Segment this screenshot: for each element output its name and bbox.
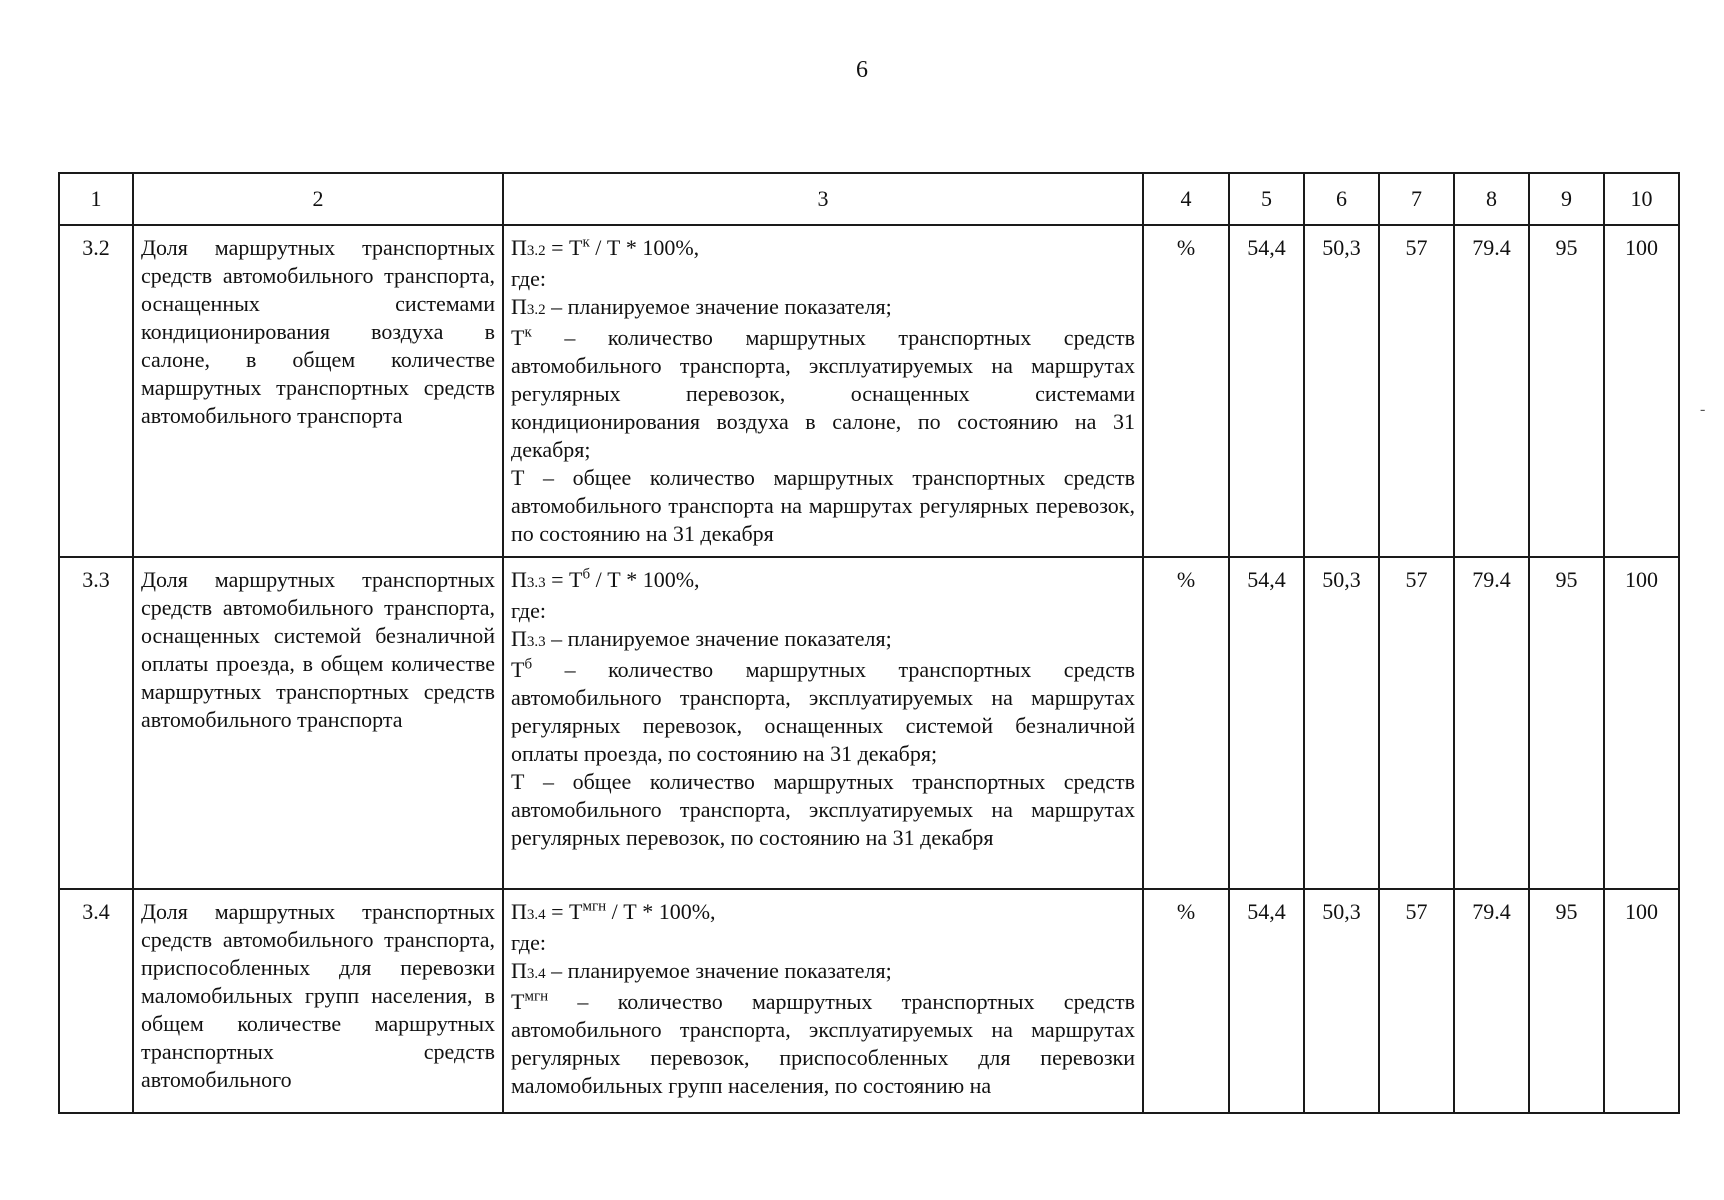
col-header-3: 3 — [503, 173, 1143, 225]
symbol-p-text: – планируемое значение показателя; — [545, 958, 892, 983]
formula-rest: / Т * 100%, — [589, 235, 700, 260]
symbol-p: П — [511, 294, 527, 319]
formula-p-description — [511, 625, 1135, 656]
formula-subscript: 3.2 — [526, 243, 546, 259]
col-header-7: 7 — [1379, 173, 1454, 225]
formula-equals: = Т — [545, 235, 583, 260]
formula-superscript: к — [582, 234, 590, 251]
formula-subscript: 3.4 — [526, 907, 546, 923]
indicator-formula — [503, 889, 1143, 1113]
formula-subscript: 3.3 — [526, 575, 546, 591]
formula-where: где: — [511, 930, 546, 955]
value-cell: 50,3 — [1304, 557, 1379, 889]
formula-rest: / Т * 100%, — [590, 567, 700, 592]
col-header-10: 10 — [1604, 173, 1679, 225]
value-cell: 50,3 — [1304, 889, 1379, 1113]
unit-cell: % — [1143, 225, 1229, 557]
formula-t-description: $Т^б$ – количество маршрутных транспортных средств автомобильного транспорта, эксплуатируемых на маршрутах регулярных перевозок, оснащенных системой безналичной оплаты проезда, по состоянию на 31 декабря; — [511, 656, 1135, 766]
value-cell: 95 — [1529, 557, 1604, 889]
col-header-4: 4 — [1143, 173, 1229, 225]
symbol-p-subscript: 3.2 — [526, 302, 546, 318]
formula-symbol-p: П — [511, 567, 527, 592]
symbol-t-superscript: мгн — [524, 988, 549, 1005]
formula-expression — [511, 566, 1135, 597]
formula-t-description: $Т^{мгн}$ – количество маршрутных транспортных средств автомобильного транспорта, эксплуатируемых на маршрутах регулярных перевозок, приспособленных для перевозки маломобильных групп населения, по состоянию на — [511, 988, 1135, 1098]
formula-equals: = Т — [545, 899, 583, 924]
formula-total-description: Т – общее количество маршрутных транспортных средств автомобильного транспорта, эксплуатируемых на маршрутах регулярных перевозок, по состоянию на 31 декабря — [511, 769, 1135, 850]
formula-where: где: — [511, 598, 546, 623]
indicator-name: Доля маршрутных транспортных средств автомобильного транспорта, оснащенных системами кондиционирования воздуха в салоне, в общем количестве маршрутных транспортных средств автомобильного транспорта — [133, 225, 503, 557]
formula-symbol-p: П — [511, 899, 527, 924]
value-cell: 50,3 — [1304, 225, 1379, 557]
value-cell: 57 — [1379, 225, 1454, 557]
symbol-t-superscript: к — [524, 324, 532, 341]
indicator-name: Доля маршрутных транспортных средств автомобильного транспорта, оснащенных системой безналичной оплаты проезда, в общем количестве маршрутных транспортных средств автомобильного транспорта — [133, 557, 503, 889]
col-header-6: 6 — [1304, 173, 1379, 225]
formula-p-description — [511, 293, 1135, 324]
symbol-t-text: – количество маршрутных транспортных средств автомобильного транспорта, эксплуатируемых на маршрутах регулярных перевозок, оснащенных системой безналичной оплаты проезда, по состоянию на 31 декабря; — [511, 657, 1135, 766]
formula-where: где: — [511, 266, 546, 291]
unit-cell: % — [1143, 557, 1229, 889]
formula-superscript: б — [582, 566, 591, 583]
indicator-name: Доля маршрутных транспортных средств автомобильного транспорта, приспособленных для перевозки маломобильных групп населения, в общем количестве маршрутных транспортных средств автомобильного — [133, 889, 503, 1113]
col-header-2: 2 — [133, 173, 503, 225]
symbol-p: П — [511, 626, 527, 651]
indicator-formula — [503, 557, 1143, 889]
value-cell: 57 — [1379, 889, 1454, 1113]
col-header-5: 5 — [1229, 173, 1304, 225]
header-row — [59, 173, 1679, 225]
symbol-p-text: – планируемое значение показателя; — [545, 294, 892, 319]
formula-t-description: $Т^к$ – количество маршрутных транспортных средств автомобильного транспорта, эксплуатируемых на маршрутах регулярных перевозок, оснащенных системами кондиционирования воздуха в салоне, по состоянию на 31 декабря; — [511, 324, 1135, 462]
formula-symbol-p: П — [511, 235, 527, 260]
col-header-1: 1 — [59, 173, 133, 225]
value-cell: 95 — [1529, 225, 1604, 557]
value-cell: 79.4 — [1454, 225, 1529, 557]
formula-equals: = Т — [545, 567, 583, 592]
formula-expression — [511, 898, 1135, 929]
col-header-8: 8 — [1454, 173, 1529, 225]
value-cell: 100 — [1604, 557, 1679, 889]
symbol-t-superscript: б — [524, 656, 533, 673]
row-number: 3.2 — [59, 225, 133, 557]
symbol-p-text: – планируемое значение показателя; — [545, 626, 892, 651]
table-row — [59, 557, 1679, 889]
symbol-t-text: – количество маршрутных транспортных средств автомобильного транспорта, эксплуатируемых на маршрутах регулярных перевозок, приспособленных для перевозки маломобильных групп населения, по состоянию на — [511, 989, 1135, 1098]
value-cell: 54,4 — [1229, 889, 1304, 1113]
value-cell: 54,4 — [1229, 225, 1304, 557]
value-cell: 79.4 — [1454, 889, 1529, 1113]
margin-mark: - — [1700, 401, 1706, 418]
symbol-p: П — [511, 958, 527, 983]
value-cell: 100 — [1604, 889, 1679, 1113]
value-cell: 54,4 — [1229, 557, 1304, 889]
symbol-t-text: – количество маршрутных транспортных средств автомобильного транспорта, эксплуатируемых на маршрутах регулярных перевозок, оснащенных системами кондиционирования воздуха в салоне, по состоянию на 31 декабря; — [511, 325, 1135, 462]
page-number: 6 — [856, 57, 868, 83]
formula-p-description — [511, 957, 1135, 988]
value-cell: 100 — [1604, 225, 1679, 557]
formula-expression — [511, 234, 1135, 265]
indicators-table — [58, 172, 1680, 1114]
indicator-formula — [503, 225, 1143, 557]
unit-cell: % — [1143, 889, 1229, 1113]
formula-total-description: Т – общее количество маршрутных транспортных средств автомобильного транспорта на маршрутах регулярных перевозок, по состоянию на 31 декабря — [511, 465, 1135, 546]
value-cell: 57 — [1379, 557, 1454, 889]
formula-superscript: мгн — [582, 898, 607, 915]
table-row — [59, 225, 1679, 557]
value-cell: 95 — [1529, 889, 1604, 1113]
formula-rest: / Т * 100%, — [606, 899, 716, 924]
row-number: 3.3 — [59, 557, 133, 889]
symbol-p-subscript: 3.3 — [526, 634, 546, 650]
table-row — [59, 889, 1679, 1113]
value-cell: 79.4 — [1454, 557, 1529, 889]
row-number: 3.4 — [59, 889, 133, 1113]
col-header-9: 9 — [1529, 173, 1604, 225]
symbol-p-subscript: 3.4 — [526, 966, 546, 982]
